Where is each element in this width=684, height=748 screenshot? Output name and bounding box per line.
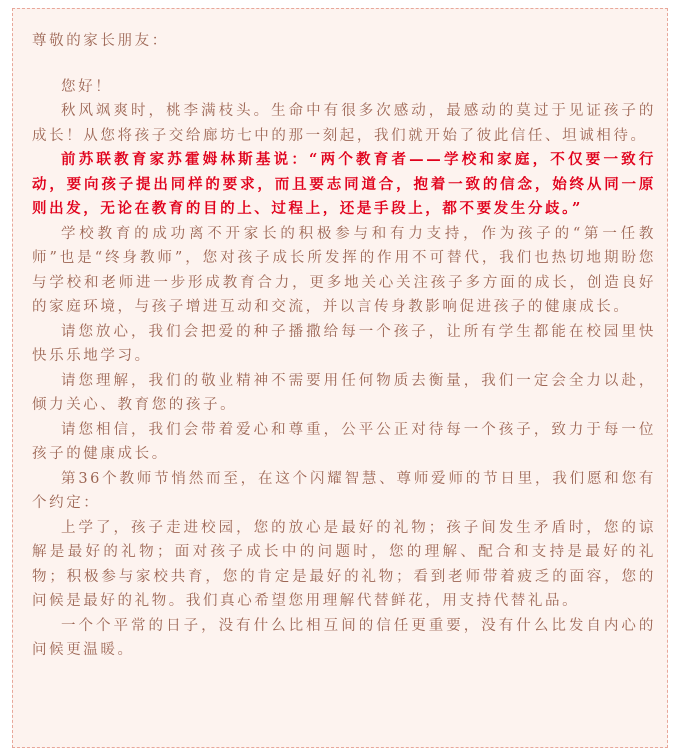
- letter-paragraph: 请您理解，我们的敬业精神不需要用任何物质去衡量，我们一定会全力以赴，倾力关心、教育您的孩子。: [32, 372, 656, 413]
- salutation: 尊敬的家长朋友：: [32, 33, 169, 49]
- letter-body: [32, 29, 656, 663]
- paragraph-list: [32, 75, 656, 663]
- letter-paragraph: 一个个平常的日子，没有什么比相互间的信任更重要，没有什么比发自内心的问候更温暖。: [32, 617, 656, 658]
- letter-card: [12, 8, 668, 748]
- letter-paragraph: 秋风飒爽时，桃李满枝头。生命中有很多次感动，最感动的莫过于见证孩子的成长！从您将孩子交给廊坊七中的那一刻起，我们就开始了彼此信任、坦诚相待。: [32, 103, 656, 144]
- letter-paragraph: 第36个教师节悄然而至，在这个闪耀智慧、尊师爱师的节日里，我们愿和您有个约定：: [32, 470, 656, 511]
- letter-paragraph: 您好！: [61, 78, 113, 95]
- letter-paragraph: 请您相信，我们会带着爱心和尊重，公平公正对待每一个孩子，致力于每一位孩子的健康成长。: [32, 421, 656, 462]
- letter-paragraph: 上学了，孩子走进校园，您的放心是最好的礼物；孩子间发生矛盾时，您的谅解是最好的礼物；面对孩子成长中的问题时，您的理解、配合和支持是最好的礼物；积极参与家校共育，您的肯定是最好的礼物；看到老师带着疲乏的面容，您的问候是最好的礼物。我们真心希望您用理解代替鲜花，用支持代替礼品。: [32, 519, 656, 609]
- letter-paragraph: 请您放心，我们会把爱的种子播撒给每一个孩子，让所有学生都能在校园里快快乐乐地学习。: [32, 323, 656, 364]
- letter-paragraph: 学校教育的成功离不开家长的积极参与和有力支持，作为孩子的“第一任教师”也是“终身教师”，您对孩子成长所发挥的作用不可替代，我们也热切地期盼您与学校和老师进一步形成教育合力，更多地关心关注孩子多方面的成长，创造良好的家庭环境，与孩子增进互动和交流，并以言传身教影响促进孩子的健康成长。: [32, 225, 656, 315]
- highlighted-quote-paragraph: 前苏联教育家苏霍姆林斯基说：“两个教育者——学校和家庭，不仅要一致行动，要向孩子提出同样的要求，而且要志同道合，抱着一致的信念，始终从同一原则出发，无论在教育的目的上、过程上，还是手段上，都不要发生分歧。”: [32, 151, 656, 217]
